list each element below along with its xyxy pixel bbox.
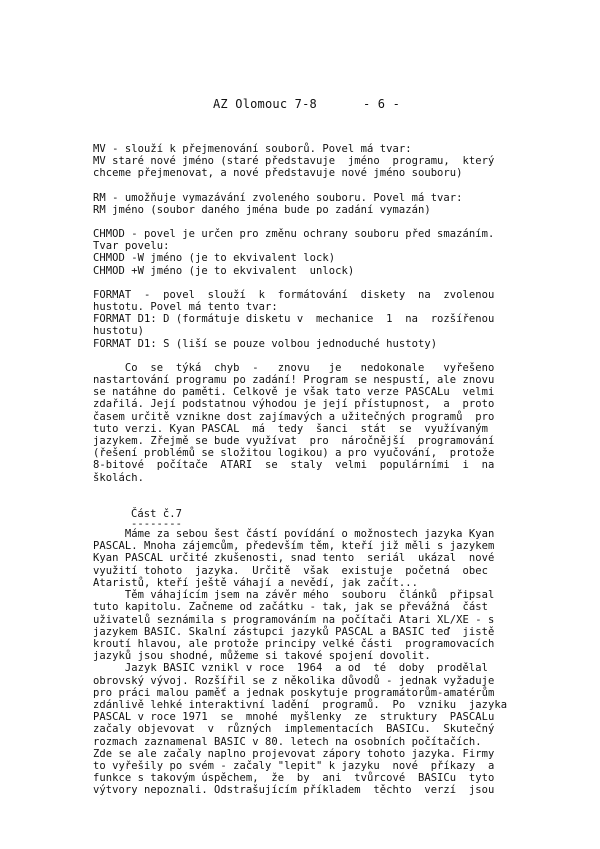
- text-line: Co se týká chyb - znovu je nedokonale vyřešeno: [93, 361, 495, 374]
- text-line: hustotu): [93, 325, 144, 338]
- text-line: nastartování programu po zadání! Program se nespustí, ale znovu: [93, 374, 495, 387]
- summary-paragraph: [93, 362, 543, 484]
- text-line: CHMOD -W jméno (je to ekvivalent lock): [93, 252, 336, 265]
- text-line: to vyřešily po svém - začaly "lepit" k jazyku nové příkazy a: [93, 759, 495, 772]
- header-title: AZ Olomouc 7-8: [213, 97, 317, 111]
- document-body: [93, 143, 543, 797]
- text-line: rozmach zaznamenal BASIC v 80. letech na osobních počítačích.: [93, 735, 482, 748]
- text-line: 8-bitové počítače ATARI se staly velmi populárními i na: [93, 459, 495, 472]
- text-line: jazykem. Zřejmě se bude využívat pro náročnější programování: [93, 435, 495, 448]
- text-line: Zde se ale začaly naplno projevovat zápory tohoto jazyka. Firmy: [93, 747, 495, 760]
- text-line: jazyků jsou shodné, můžeme si takové spojení dovolit.: [93, 650, 431, 663]
- text-line: PASCAL. Mnoha zájemcům, především těm, kteří již měli s jazykem: [93, 540, 495, 553]
- text-line: využití tohoto jazyka. Určitě však existuje početná obec: [93, 564, 489, 577]
- text-line: Těm váhajícím jsem na závěr mého souboru článků připsal: [93, 589, 495, 602]
- text-line: se natáhne do paměti. Celkově je však tato verze PASCALu velmi: [93, 386, 495, 399]
- command-format-block: [93, 289, 543, 350]
- text-line: RM jméno (soubor daného jména bude po zadání vymazán): [93, 203, 431, 216]
- text-line: FORMAT - povel slouží k formátování diskety na zvolenou: [93, 288, 495, 301]
- command-mv-block: [93, 143, 543, 180]
- section-title: Část č.7: [131, 507, 182, 520]
- text-line: Jazyk BASIC vznikl v roce 1964 a od té doby prodělal: [93, 662, 489, 675]
- text-line: Máme za sebou šest částí povídání o možnostech jazyka Kyan: [93, 528, 495, 541]
- text-line: MV - slouží k přejmenování souborů. Povel má tvar:: [93, 143, 412, 155]
- text-line: začaly objevovat v různých implementacích BASICu. Skutečný: [93, 723, 495, 736]
- text-line: školách.: [93, 471, 144, 484]
- text-line: kroutí hlavou, ale protože principy velké části programovacích: [93, 637, 495, 650]
- page-header: [213, 97, 400, 111]
- text-line: pro práci malou paměť a jednak poskytuje programátorům-amatérům: [93, 686, 495, 699]
- text-line: Tvar povelu:: [93, 240, 170, 253]
- text-line: uživatelů seznámila s programováním na počítači Atari XL/XE - s: [93, 613, 495, 626]
- text-line: výtvory nepoznali. Odstrašujícím příkladem těchto verzí jsou: [93, 784, 495, 797]
- text-line: hustotu. Povel má tento tvar:: [93, 301, 278, 314]
- section-underline: --------: [131, 518, 182, 531]
- text-line: FORMAT D1: S (liší se pouze volbou jednoduché hustoty): [93, 337, 438, 350]
- command-rm-block: [93, 192, 543, 216]
- text-line: zdařilá. Její podstatnou výhodou je její přístupnost, a proto: [93, 398, 495, 411]
- text-line: tuto verzi. Kyan PASCAL má tedy šanci stát se využívaným: [93, 422, 489, 435]
- text-line: funkce s takovým úspěchem, že by ani tvůrcové BASICu tyto: [93, 772, 495, 785]
- text-line: (řešení problémů se složitou logikou) a pro vyučování, protože: [93, 447, 495, 460]
- command-chmod-block: [93, 228, 543, 277]
- text-line: Ataristů, kteří ještě váhají a nevědí, jak začít...: [93, 576, 418, 589]
- text-line: obrovský vývoj. Rozšířil se z několika důvodů - jednak vyžaduje: [93, 674, 495, 687]
- page-number: - 6 -: [362, 97, 401, 111]
- text-line: zdánlivě lehké interaktivní ladění programů. Po vzniku jazyka: [93, 698, 508, 711]
- text-line: tuto kapitolu. Začneme od začátku - tak, jak se převážná část: [93, 601, 489, 614]
- text-line: jazykem BASIC. Skalní zástupci jazyků PASCAL a BASIC teď jistě: [93, 625, 495, 638]
- text-line: MV staré nové jméno (staré představuje jméno programu, který: [93, 155, 495, 168]
- text-line: PASCAL v roce 1971 se mnohé myšlenky ze struktury PASCALu: [93, 711, 495, 724]
- text-line: chceme přejmenovat, a nové představuje nové jméno souboru): [93, 167, 463, 180]
- text-line: Kyan PASCAL určité zkušenosti, snad tento seriál ukázal nové: [93, 552, 495, 565]
- text-line: CHMOD - povel je určen pro změnu ochrany souboru před smazáním.: [93, 228, 495, 241]
- text-line: časem určitě vznikne dost zajímavých a užitečných programů pro: [93, 410, 495, 423]
- text-line: RM - umožňuje vymazávání zvoleného souboru. Povel má tvar:: [93, 191, 463, 204]
- text-line: FORMAT D1: D (formátuje disketu v mechanice 1 na rozšířenou: [93, 313, 495, 326]
- text-line: CHMOD +W jméno (je to ekvivalent unlock): [93, 264, 355, 277]
- article-body: [93, 528, 543, 796]
